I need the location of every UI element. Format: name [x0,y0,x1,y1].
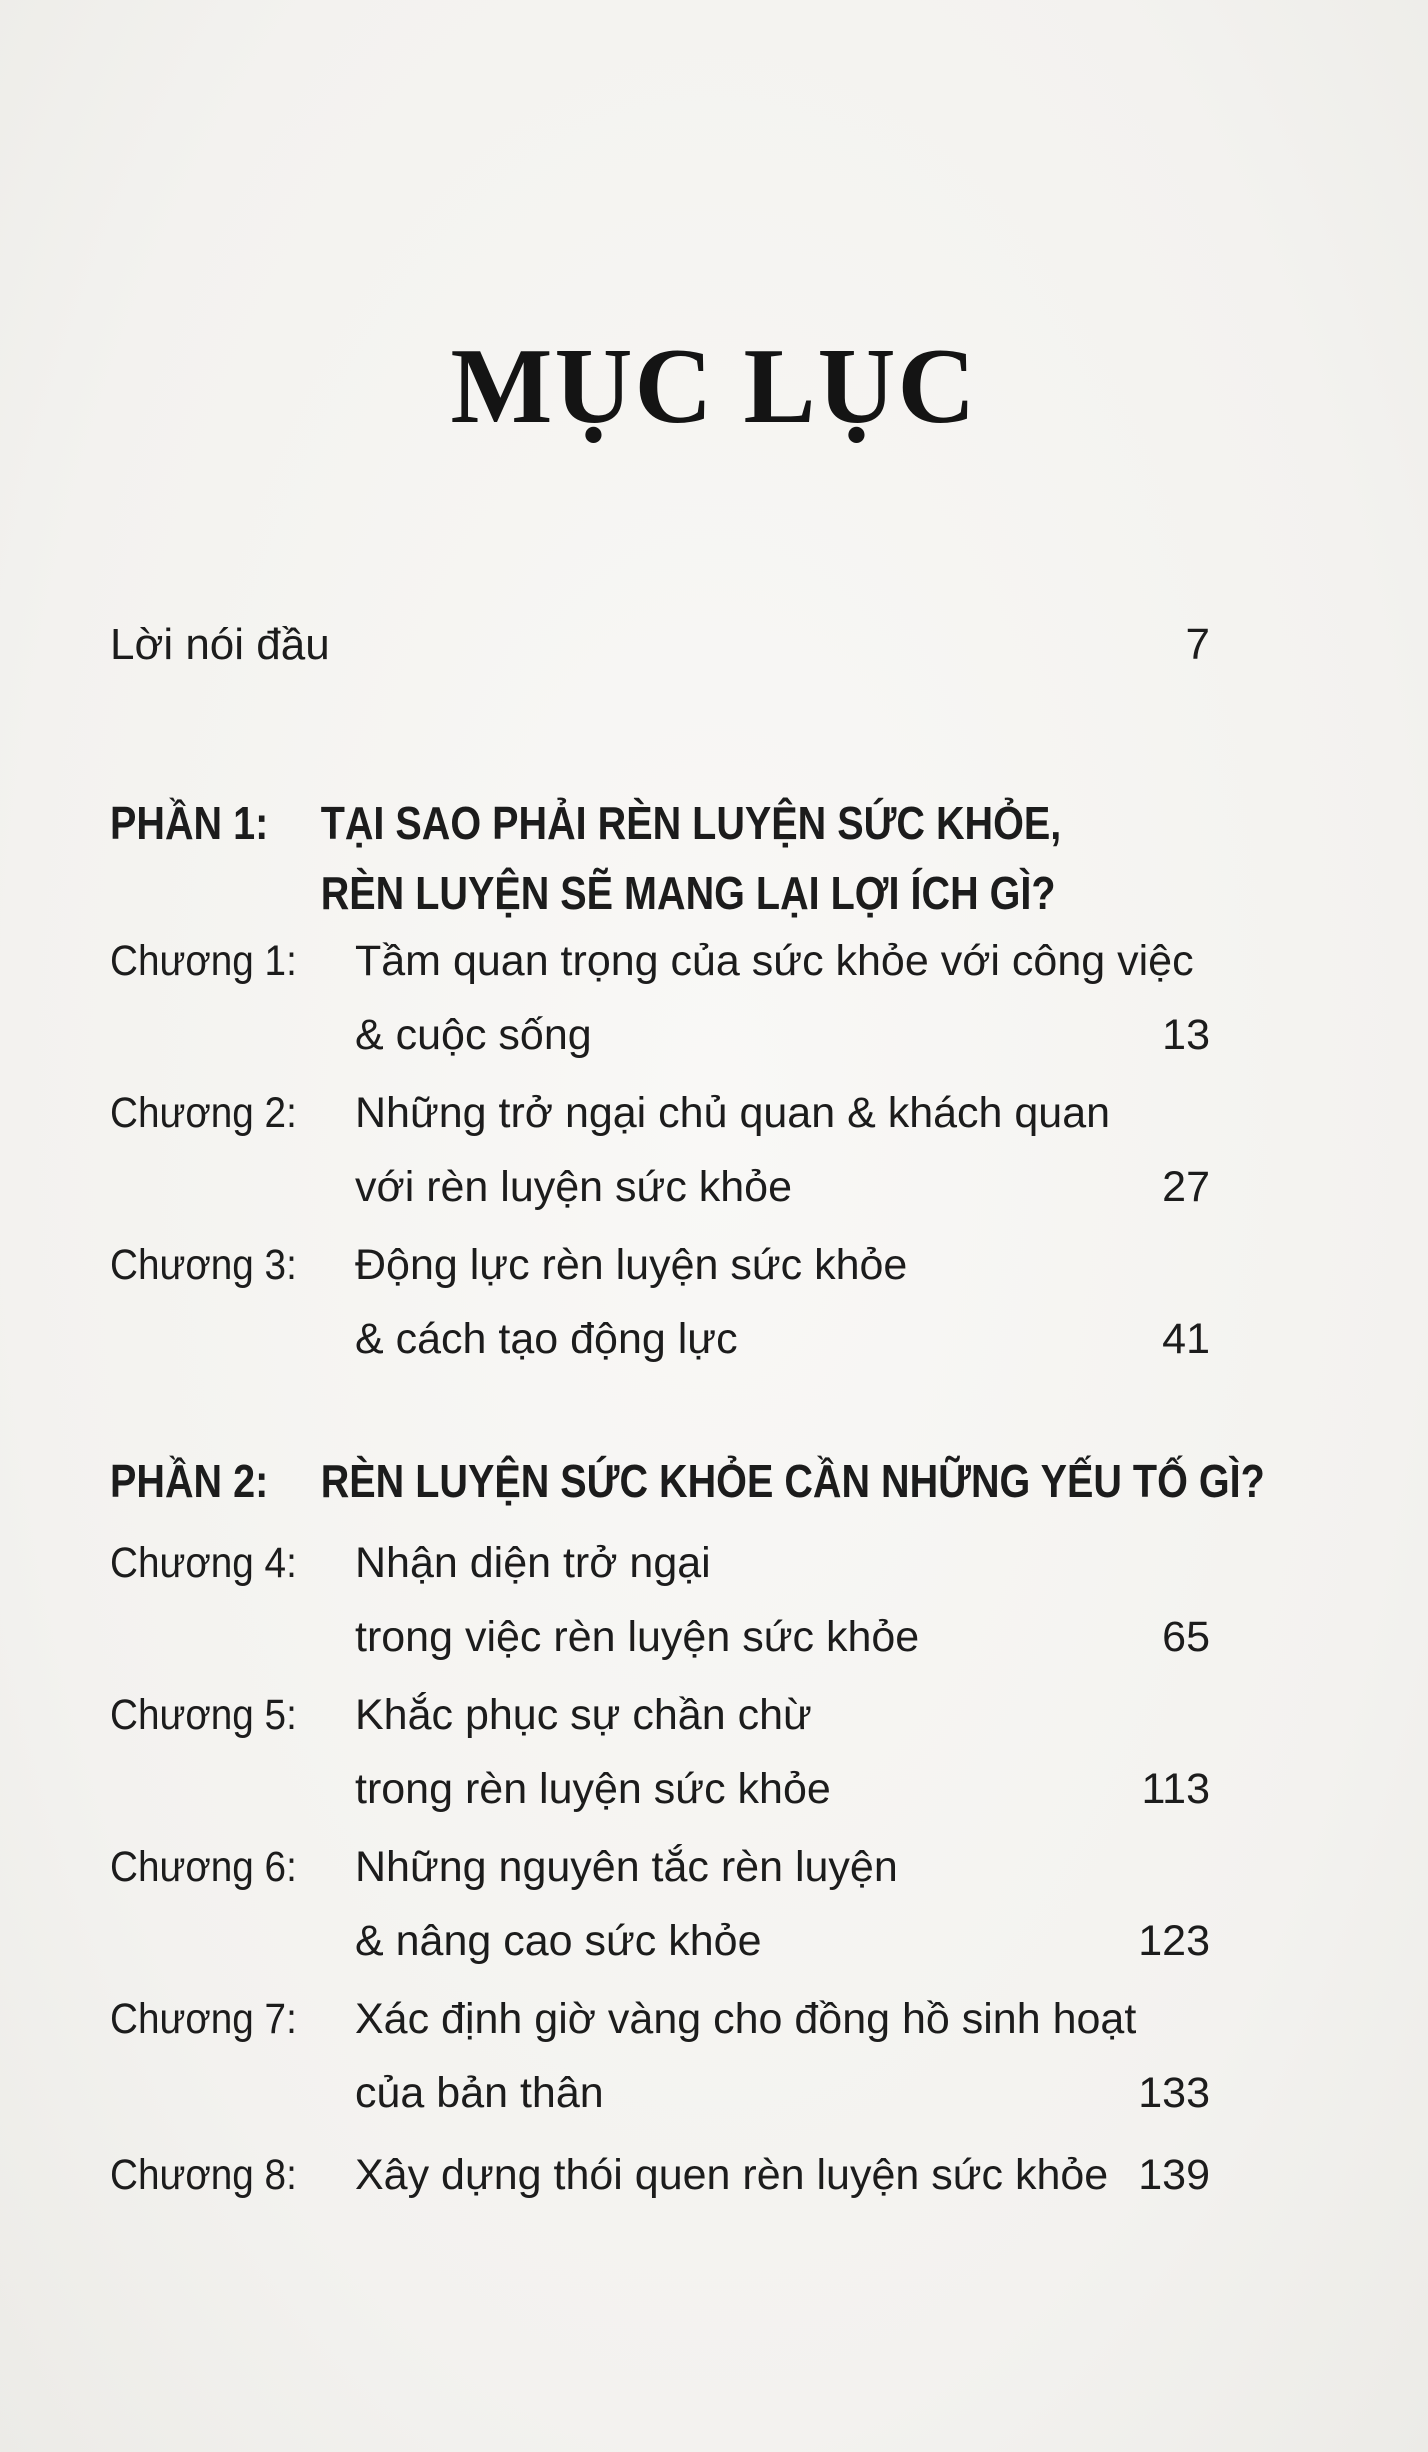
chapter-title-line: Khắc phục sự chần chừ [355,1691,812,1739]
chapter-label: Chương 6: [110,1843,297,1891]
chapter-title-line: & nâng cao sức khỏe [355,1917,762,1965]
chapter-title-line: Động lực rèn luyện sức khỏe [355,1241,908,1289]
chapter-label: Chương 4: [110,1539,297,1587]
foreword-label: Lời nói đầu [110,620,330,669]
chapter-page-number: 133 [1138,2069,1210,2117]
part-label: PHẦN 1: [110,797,269,849]
chapter-title-line: Những trở ngại chủ quan & khách quan [355,1089,1111,1137]
part-title-line: RÈN LUYỆN SỨC KHỎE CẦN NHỮNG YẾU TỐ GÌ? [320,1455,1265,1507]
chapter-label: Chương 8: [110,2151,297,2199]
chapter-label: Chương 2: [110,1089,297,1137]
part-title-line: RÈN LUYỆN SẼ MANG LẠI LỢI ÍCH GÌ? [320,867,1056,919]
chapter-title-line: với rèn luyện sức khỏe [355,1163,793,1211]
part-heading-2 [110,1446,1265,1516]
chapter-label: Chương 3: [110,1241,297,1289]
chapter-title-line: Những nguyên tắc rèn luyện [355,1843,898,1891]
chapter-page-number: 123 [1138,1917,1210,1965]
chapter-page-number: 139 [1138,2151,1210,2199]
chapter-title-line: Xác định giờ vàng cho đồng hồ sinh hoạt [355,1995,1137,2043]
chapter-title-line: trong việc rèn luyện sức khỏe [355,1613,920,1661]
part-label: PHẦN 2: [110,1455,269,1507]
part-title-line: TẠI SAO PHẢI RÈN LUYỆN SỨC KHỎE, [320,797,1062,849]
chapter-page-number: 113 [1141,1765,1210,1813]
chapter-page-number: 41 [1162,1315,1210,1363]
chapter-page-number: 27 [1162,1163,1210,1211]
chapter-title-line: & cuộc sống [355,1011,592,1059]
chapter-title-line: Xây dựng thói quen rèn luyện sức khỏe [355,2151,1109,2199]
chapter-title-line: của bản thân [355,2069,604,2117]
chapter-label: Chương 1: [110,937,297,985]
chapter-page-number: 65 [1162,1613,1210,1661]
page-title: MỤC LỤC [450,327,978,446]
chapter-label: Chương 7: [110,1995,297,2043]
chapter-title-line: trong rèn luyện sức khỏe [355,1765,831,1813]
toc-entry-foreword [110,610,1210,680]
foreword-page-number: 7 [1185,620,1210,669]
part-heading-1 [110,788,1062,928]
chapter-title-line: & cách tạo động lực [355,1315,738,1363]
chapter-title-line: Tầm quan trọng của sức khỏe với công việc [355,937,1194,985]
chapter-label: Chương 5: [110,1691,297,1739]
chapter-title-line: Nhận diện trở ngại [355,1539,711,1587]
chapter-page-number: 13 [1162,1011,1210,1059]
